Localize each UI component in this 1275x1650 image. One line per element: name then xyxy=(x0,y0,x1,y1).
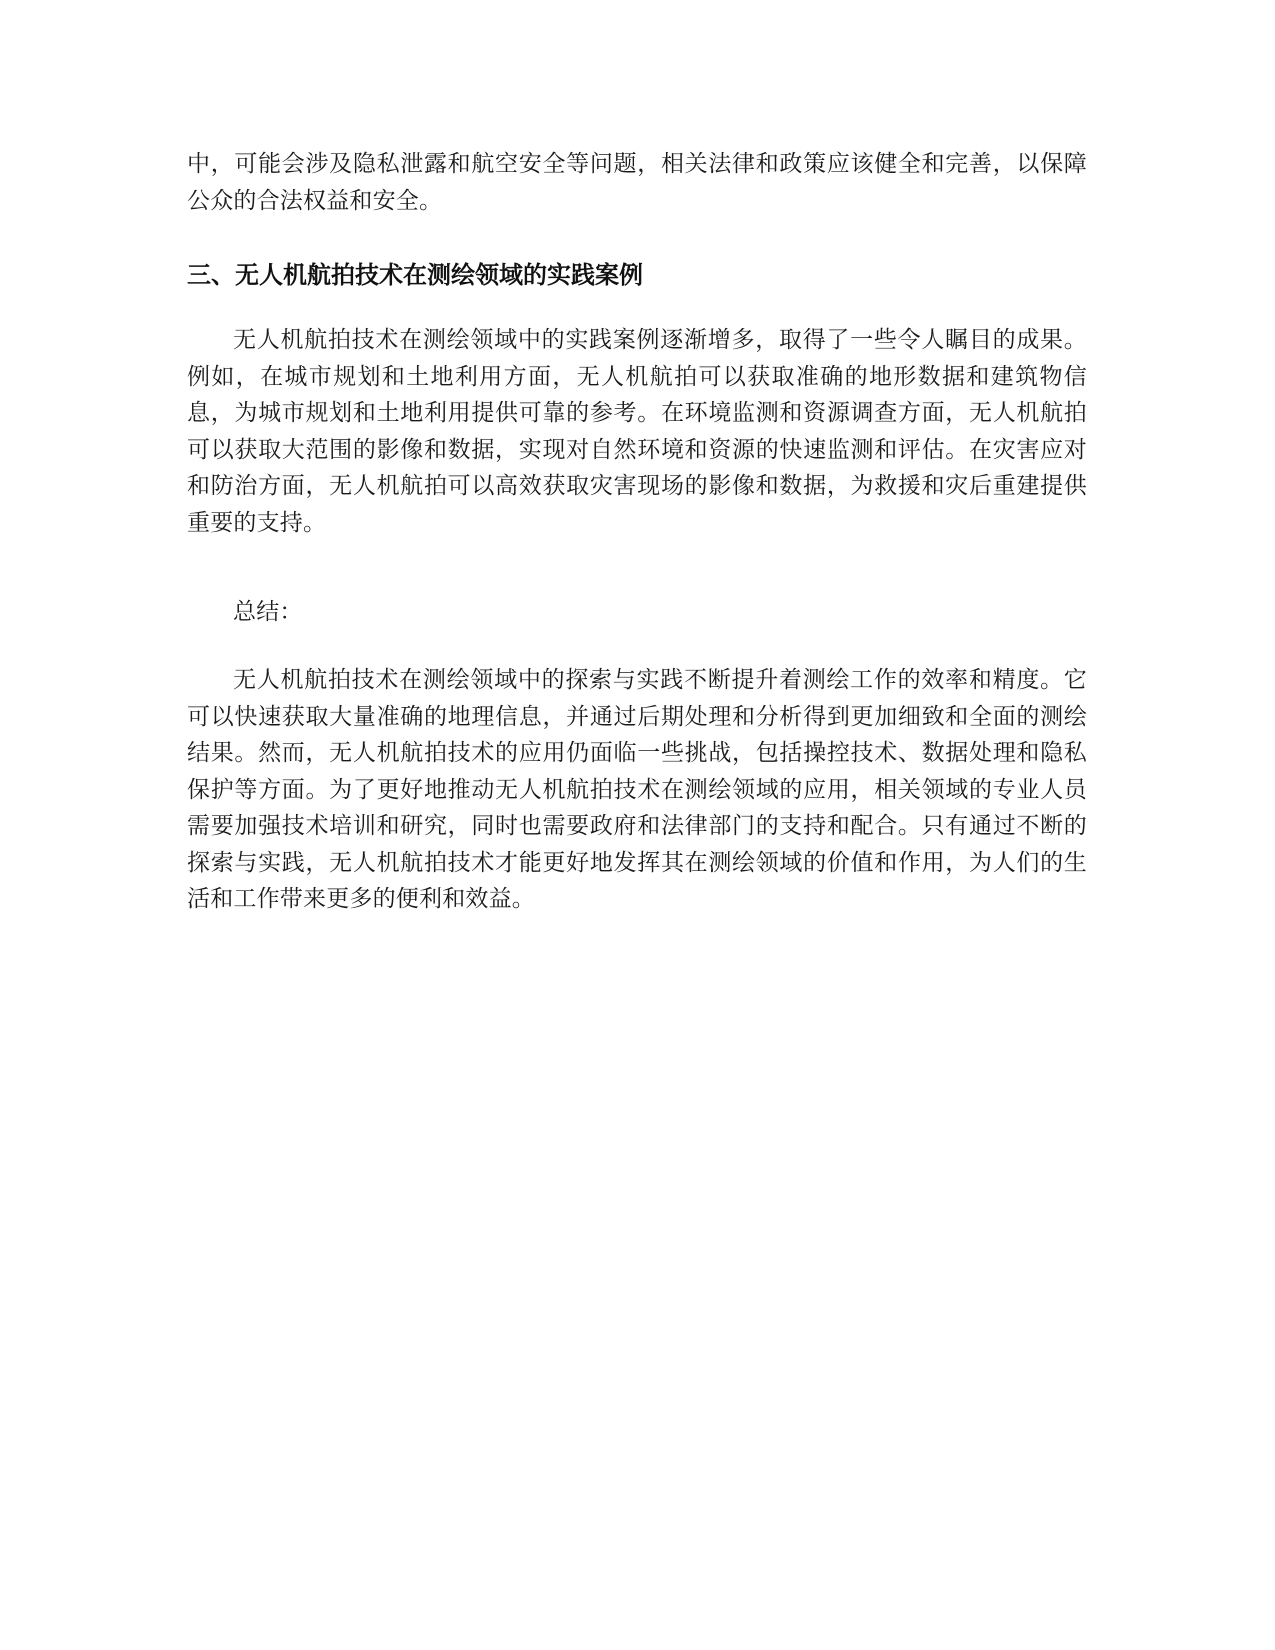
continuation-paragraph: 中，可能会涉及隐私泄露和航空安全等问题，相关法律和政策应该健全和完善，以保障公众的合法权益和安全。 xyxy=(187,151,1087,214)
case-paragraph: 无人机航拍技术在测绘领域中的实践案例逐渐增多，取得了一些令人瞩目的成果。例如，在城市规划和土地利用方面，无人机航拍可以获取准确的地形数据和建筑物信息，为城市规划和土地利用提供可靠的参考。在环境监测和资源调查方面，无人机航拍可以获取大范围的影像和数据，实现对自然环境和资源的快速监测和评估。在灾害应对和防治方面，无人机航拍可以高效获取灾害现场的影像和数据，为救援和灾后重建提供重要的支持。 xyxy=(187,327,1087,536)
summary-label: 总结： xyxy=(233,599,303,625)
summary-paragraph: 无人机航拍技术在测绘领域中的探索与实践不断提升着测绘工作的效率和精度。它可以快速获取大量准确的地理信息，并通过后期处理和分析得到更加细致和全面的测绘结果。然而，无人机航拍技术的应用仍面临一些挑战，包括操控技术、数据处理和隐私保护等方面。为了更好地推动无人机航拍技术在测绘领域的应用，相关领域的专业人员需要加强技术培训和研究，同时也需要政府和法律部门的支持和配合。只有通过不断的探索与实践，无人机航拍技术才能更好地发挥其在测绘领域的价值和作用，为人们的生活和工作带来更多的便利和效益。 xyxy=(187,667,1087,912)
section-heading: 三、无人机航拍技术在测绘领域的实践案例 xyxy=(187,261,643,289)
